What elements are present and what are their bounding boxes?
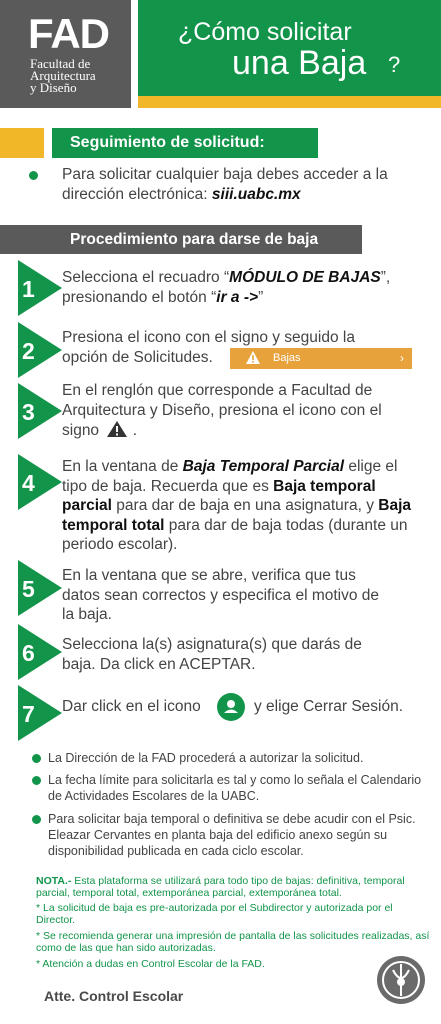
step-1-number: 1 [22, 276, 35, 302]
step-3-text: En el renglón que corresponde a Facultad de Arquitectura y Diseño, presiona el icono con el signo . [62, 382, 382, 439]
step-5-arrow-icon [18, 560, 62, 616]
chevron-right-icon: › [400, 351, 404, 365]
warning-icon [245, 350, 261, 366]
section-heading-seguimiento: Seguimiento de solicitud: [52, 128, 318, 158]
bullet-item: La fecha límite para solicitarla es tal y como lo señala el Calendario de Actividades Escolares de la UABC. [48, 773, 422, 803]
section-heading-procedimiento: Procedimiento para darse de baja [0, 225, 362, 254]
step-1-arrow-icon [18, 260, 62, 316]
step-7-text-b: y elige Cerrar Sesión. [254, 698, 404, 715]
bullet-item: La Dirección de la FAD procederá a autorizar la solicitud. [48, 751, 364, 765]
bullet-item: Para solicitar baja temporal o definitiva se debe acudir con el Psic. Eleazar Cervantes en planta baja del edificio anexo según su disponibilidad publicada en cada ciclo escolar. [48, 812, 416, 858]
step-2-text: Presiona el icono con el signo y seguido la opción de Solicitudes. [62, 329, 355, 366]
fad-seal-icon [377, 956, 425, 1004]
bullet-dot [32, 815, 41, 824]
step-5-text: En la ventana que se abre, verifica que tus datos sean correctos y especifica el motivo de la baja. [62, 567, 380, 623]
warning-icon [106, 420, 128, 438]
page-title-line2: una Baja [232, 44, 367, 82]
user-icon [217, 693, 245, 721]
bajas-button[interactable]: Bajas [230, 348, 412, 369]
step-3-number: 3 [22, 399, 35, 425]
step-6-number: 6 [22, 640, 35, 666]
fad-logo: FAD [28, 10, 109, 57]
page-title-line1: ¿Cómo solicitar [178, 18, 352, 46]
step-7-number: 7 [22, 701, 35, 727]
note-item: * Atención a dudas en Control Escolar de la FAD. [36, 958, 265, 970]
step-2-number: 2 [22, 338, 35, 364]
note-paragraph: NOTA.- Esta plataforma se utilizará para todo tipo de bajas: definitiva, temporal parcial, temporal total, extemporánea parcial, extemporánea total. [36, 875, 405, 899]
step-2-arrow-icon [18, 322, 62, 378]
logo-subtitle: Facultad de Arquitectura y Diseño [30, 56, 96, 95]
step-7-text-a: Dar click en el icono [62, 698, 201, 715]
step-7-arrow-icon [18, 685, 62, 741]
bullet-dot [32, 776, 41, 785]
note-item: * Se recomienda generar una impresión de pantalla de las solicitudes realizadas, así como de las que han sido autorizadas. [36, 930, 430, 954]
note-item: * La solicitud de baja es pre-autorizada por el Subdirector y autorizada por el Director. [36, 902, 393, 926]
step-1-text: Selecciona el recuadro “MÓDULO DE BAJAS”, presionando el botón “ir a ->” [62, 269, 391, 306]
bullet-dot [32, 754, 41, 763]
step-3-arrow-icon [18, 383, 62, 439]
siii-url[interactable]: siii.uabc.mx [211, 186, 301, 203]
bullet-dot [29, 171, 38, 180]
signature-text: Atte. Control Escolar [44, 988, 184, 1004]
step-4-text: En la ventana de Baja Temporal Parcial elige el tipo de baja. Recuerda que es Baja temporal parcial para dar de baja en una asignatura, y Baja temporal total para dar de baja todas (durante un periodo escolar). [62, 458, 412, 553]
step-5-number: 5 [22, 576, 35, 602]
section1-text: Para solicitar cualquier baja debes acceder a la dirección electrónica: siii.uabc.mx [62, 166, 388, 203]
section-accent-tab [0, 128, 44, 158]
step-4-arrow-icon [18, 454, 62, 510]
page-title-question-mark: ? [388, 52, 401, 77]
step-6-arrow-icon [18, 624, 62, 680]
header-accent-bar [138, 96, 441, 108]
step-6-text: Selecciona la(s) asignatura(s) que darás de baja. Da click en ACEPTAR. [62, 636, 362, 673]
step-4-number: 4 [22, 470, 35, 496]
